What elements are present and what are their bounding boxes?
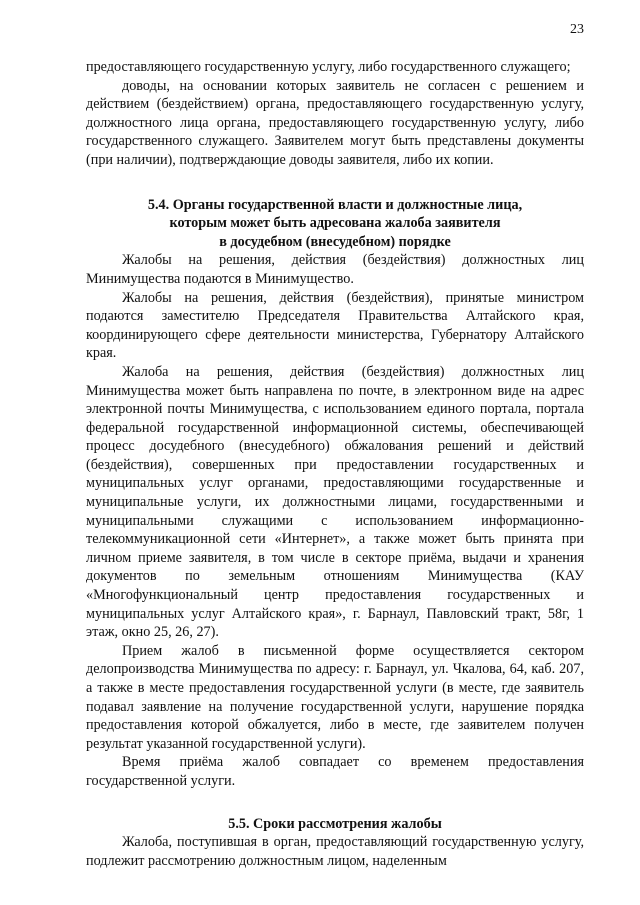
- section-5-4-heading-line-3: в досудебном (внесудебном) порядке: [219, 233, 451, 250]
- section-5-4-paragraph-3: Жалоба на решения, действия (бездействия) должностных лиц Минимущества может быть направлена по почте, в электронном виде на адрес электронной почты Минимущества, с использованием единого портала, портала федеральной государственной информационной системы, обеспечивающей процесс досудебного (внесудебного) обжалования решений и действий (бездействия), совершенных при предоставлении государственных и муниципальных услуг органами, предоставляющими государственные и муниципальные услуги, их должностными лицами, государственными и муниципальными служащими с использованием информационно-телекоммуникационной сети «Интернет», а также может быть принята при личном приеме заявителя, в том числе в секторе приёма, выдачи и хранения документов по земельным отношениям Минимущества (КАУ «Многофункциональный центр предоставления государственных и муниципальных услуг Алтайского края», г. Барнаул, Павловский тракт, 58г, 1 этаж, окно 25, 26, 27).: [86, 363, 584, 641]
- page-number: 23: [570, 22, 584, 37]
- section-5-5-paragraph-1: Жалоба, поступившая в орган, предоставляющий государственную услугу, подлежит рассмотрению должностным лицом, наделенным: [86, 834, 584, 869]
- section-5-4-heading-line-2: которым может быть адресована жалоба заявителя: [169, 215, 501, 232]
- intro-paragraph-2: доводы, на основании которых заявитель не согласен с решением и действием (бездействием) органа, предоставляющего государственную услугу, должностного лица органа, предоставляющего государственную услугу, либо государственного служащего. Заявителем могут быть представлены документы (при наличии), подтверждающие доводы заявителя, либо их копии.: [86, 77, 584, 168]
- section-5-4-heading: [86, 196, 584, 252]
- section-5-4-heading-line-1: 5.4. Органы государственной власти и должностные лица,: [147, 196, 523, 213]
- section-5-4-paragraph-4: Прием жалоб в письменной форме осуществляется сектором делопроизводства Минимущества по адресу: г. Барнаул, ул. Чкалова, 64, каб. 207, а также в месте предоставления государственной услуги (в месте, где заявитель подавал заявление на получение государственной услуги, нарушение порядка предоставления которой обжалуется, либо в месте, где заявителем получен результат указанной государственной услуги).: [86, 642, 584, 752]
- section-5-4-paragraph-2: Жалобы на решения, действия (бездействия), принятые министром подаются заместителю Председателя Правительства Алтайского края, координирующего сфере деятельности министерства, Губернатору Алтайского края.: [86, 289, 584, 362]
- intro-paragraph-1: предоставляющего государственную услугу, либо государственного служащего;: [86, 59, 571, 75]
- section-5-4-paragraph-1: Жалобы на решения, действия (бездействия) должностных лиц Минимущества подаются в Минимущество.: [86, 252, 584, 287]
- section-5-5-heading: 5.5. Сроки рассмотрения жалобы: [228, 815, 442, 832]
- page-body: [86, 58, 584, 870]
- section-5-4-paragraph-5: Время приёма жалоб совпадает со временем предоставления государственной услуги.: [86, 754, 584, 789]
